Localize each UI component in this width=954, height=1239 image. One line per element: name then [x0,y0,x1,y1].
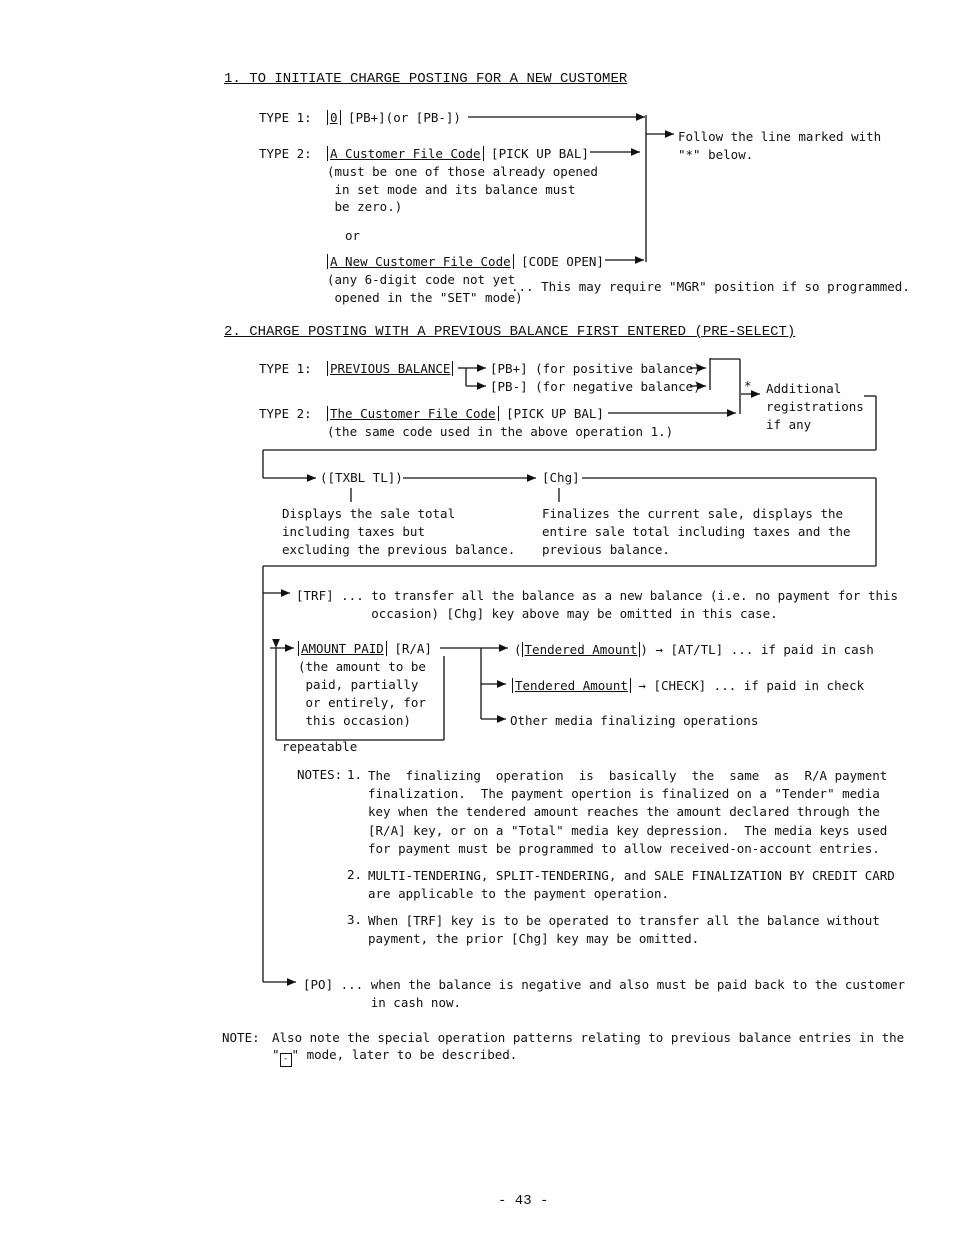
cash-line [514,642,874,658]
final-note-line2 [272,1047,517,1067]
s2-type1-entry [327,361,453,377]
txbl-desc: Displays the sale total including taxes but excluding the previous balance. [282,506,516,557]
other-media: Other media finalizing operations [510,713,759,728]
s1-type2-label: TYPE 2: [259,146,312,161]
s2-type2-note: (the same code used in the above operation 1.) [327,424,674,439]
s1-type2-entry [327,146,589,162]
txbl-key: ([TXBL TL]) [320,470,403,485]
check-line [512,678,864,694]
trf-text: [TRF] ... to transfer all the balance as a new balance (i.e. no payment for this occasion) [Chg] key above may be omitted in this case. [296,588,899,621]
note2-text: MULTI-TENDERING, SPLIT-TENDERING, and SALE FINALIZATION BY CREDIT CARD are applicable to the payment operation. [368,868,895,901]
pb-plus: [PB+] (for positive balance) [490,361,701,376]
note2-num: 2. [347,867,363,882]
final-note-line1: Also note the special operation patterns relating to previous balance entries in the [272,1030,905,1045]
code-open-key: [CODE OPEN] [513,254,604,269]
previous-balance-key: PREVIOUS BALANCE [327,361,453,376]
pb-minus: [PB-] (for negative balance) [490,379,701,394]
notes-label: NOTES: [297,767,343,782]
s2-type1-label: TYPE 1: [259,361,312,376]
final-note-label: NOTE: [222,1030,260,1045]
chg-desc: Finalizes the current sale, displays the entire sale total including taxes and the previous balance. [542,506,851,557]
minus-key-icon: - [280,1053,292,1067]
s2-type2-label: TYPE 2: [259,406,312,421]
note3-text: When [TRF] key is to be operated to transfer all the balance without payment, the prior [Chg] key may be omitted. [368,913,880,946]
note3-num: 3. [347,912,363,927]
tendered-amount-key-cash: Tendered Amount [522,642,641,657]
s1-type2-note: (must be one of those already opened in set mode and its balance must be zero.) [327,164,598,214]
additional-registrations: Additional registrations if any [766,381,864,432]
customer-file-code-key: A Customer File Code [327,146,484,161]
s1-new-note: (any 6-digit code not yet opened in the "SET" mode) [327,272,523,305]
pick-up-bal-key: [PICK UP BAL] [483,146,589,161]
s2-type2-entry [327,406,604,422]
note1-num: 1. [347,767,363,782]
star-marker: * [744,378,752,393]
amount-paid-entry [298,641,432,657]
tendered-amount-key-check: Tendered Amount [512,678,631,693]
new-customer-code-key: A New Customer File Code [327,254,514,269]
quote-open: " [272,1047,280,1062]
s1-new-entry [327,254,604,270]
note1-text: The finalizing operation is basically the same as R/A payment finalization. The payment opertion is finalized on a "Tender" media key when the tendered amount reaches the amount declared through the [R/A] key, or on a "Total" media key depression. The media keys used for payment must be programmed to allow received-on-account entries. [368,768,888,856]
cash-tail: ) → [AT/TL] ... if paid in cash [640,642,874,657]
s1-type1-entry [327,110,461,126]
amount-note: (the amount to be paid, partially or entirely, for this occasion) [298,659,426,728]
repeatable-label: repeatable [282,739,358,754]
follow-note: Follow the line marked with "*" below. [678,129,882,162]
check-tail: → [CHECK] ... if paid in check [630,678,865,693]
s1-or: or [345,228,361,243]
pb-keys: [PB+](or [PB-]) [340,110,461,125]
final-note-tail: " mode, later to be described. [291,1047,518,1062]
amount-paid-key: AMOUNT PAID [298,641,387,656]
page-number: - 43 - [498,1193,549,1209]
section2-heading: 2. CHARGE POSTING WITH A PREVIOUS BALANCE FIRST ENTERED (PRE-SELECT) [224,324,796,340]
ra-key: [R/A] [386,641,432,656]
mgr-note: ... This may require "MGR" position if so programmed. [511,279,910,294]
chg-key: [Chg] [542,470,580,485]
zero-key: 0 [327,110,341,125]
po-text: [PO] ... when the balance is negative and also must be paid back to the customer in cash now. [303,977,906,1010]
section1-heading: 1. TO INITIATE CHARGE POSTING FOR A NEW CUSTOMER [224,71,628,87]
the-customer-file-code-key: The Customer File Code [327,406,499,421]
s1-type1-label: TYPE 1: [259,110,312,125]
s2-pick-up-bal-key: [PICK UP BAL] [498,406,604,421]
paren-open: ( [514,642,522,657]
